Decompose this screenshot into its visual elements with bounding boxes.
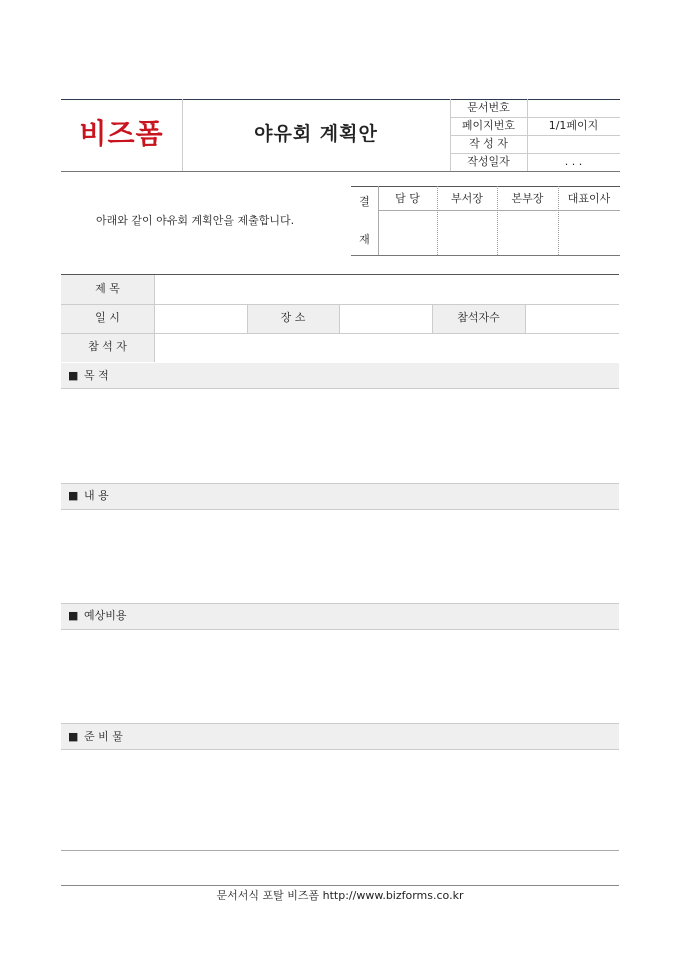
- footer-rule: [61, 885, 619, 886]
- approval-sign-box-division-head[interactable]: [498, 211, 557, 254]
- subject-field[interactable]: [158, 282, 616, 298]
- attendees-label: 참 석 자: [88, 340, 127, 353]
- meta-value-page-number: 1/1페이지: [548, 119, 599, 132]
- document-title: 야유회 계획안: [254, 123, 378, 145]
- section-bullet-cost: ■: [68, 609, 79, 622]
- section-header-supplies: [61, 724, 619, 749]
- approval-col-division-head: 본부장: [511, 192, 544, 205]
- intro-statement: 아래와 같이 야유회 계획안을 제출합니다.: [96, 214, 295, 227]
- section-header-purpose: [61, 363, 619, 388]
- section-bullet-purpose: ■: [68, 369, 79, 382]
- info-top-border: [61, 274, 619, 275]
- section-title-cost: 예상비용: [84, 609, 127, 622]
- section-title-content: 내 용: [84, 489, 109, 502]
- info-col-line-3: [339, 304, 340, 333]
- section-title-purpose: 목 적: [84, 369, 109, 382]
- section-body-content[interactable]: [61, 510, 619, 603]
- attendee-count-field[interactable]: [529, 311, 617, 327]
- section-bullet-supplies: ■: [68, 730, 79, 743]
- section-body-cost[interactable]: [61, 630, 619, 723]
- meta-value-date: . . .: [564, 155, 583, 168]
- approval-sign-box-staff[interactable]: [379, 211, 436, 254]
- approval-side-top: 결: [359, 195, 370, 208]
- info-row-line-2: [61, 333, 619, 334]
- meta-label-doc-number: 문서번호: [467, 101, 510, 114]
- meta-row-line-2: [450, 135, 620, 136]
- approval-side-bottom: 재: [359, 233, 370, 246]
- place-label: 장 소: [280, 311, 306, 324]
- approval-col-staff: 담 당: [395, 192, 420, 205]
- section-title-supplies: 준 비 물: [84, 730, 123, 743]
- meta-row-line-1: [450, 117, 620, 118]
- section-body-supplies[interactable]: [61, 750, 619, 850]
- approval-sign-box-dept-head[interactable]: [438, 211, 496, 254]
- meta-label-page-number: 페이지번호: [461, 119, 516, 132]
- datetime-field[interactable]: [158, 311, 244, 327]
- header-bottom-border: [61, 171, 620, 172]
- info-row-line-1: [61, 304, 619, 305]
- datetime-label: 일 시: [95, 311, 120, 324]
- place-field[interactable]: [343, 311, 429, 327]
- footer-text: 문서서식 포탈 비즈폼 http://www.bizforms.co.kr: [216, 889, 464, 902]
- meta-label-date: 작성일자: [467, 155, 510, 168]
- header-top-border: [61, 99, 620, 100]
- meta-row-line-3: [450, 153, 620, 154]
- info-col-line-5: [525, 304, 526, 333]
- info-col-line-1: [154, 275, 155, 362]
- section-header-content: [61, 484, 619, 509]
- brand-logo: 비즈폼: [79, 117, 164, 150]
- section-header-cost: [61, 604, 619, 629]
- attendees-field[interactable]: [158, 340, 616, 356]
- subject-label: 제 목: [95, 282, 120, 295]
- section-supplies-bottom-line: [61, 850, 619, 851]
- section-bullet-content: ■: [68, 489, 79, 502]
- section-body-purpose[interactable]: [61, 389, 619, 483]
- approval-col-ceo: 대표이사: [567, 192, 611, 205]
- attendee-count-label: 참석자수: [457, 311, 500, 324]
- meta-label-author: 작 성 자: [469, 137, 508, 150]
- approval-col-dept-head: 부서장: [451, 192, 483, 205]
- approval-top-border: [351, 186, 620, 187]
- approval-sign-box-ceo[interactable]: [559, 211, 619, 254]
- approval-bottom-border: [351, 255, 620, 256]
